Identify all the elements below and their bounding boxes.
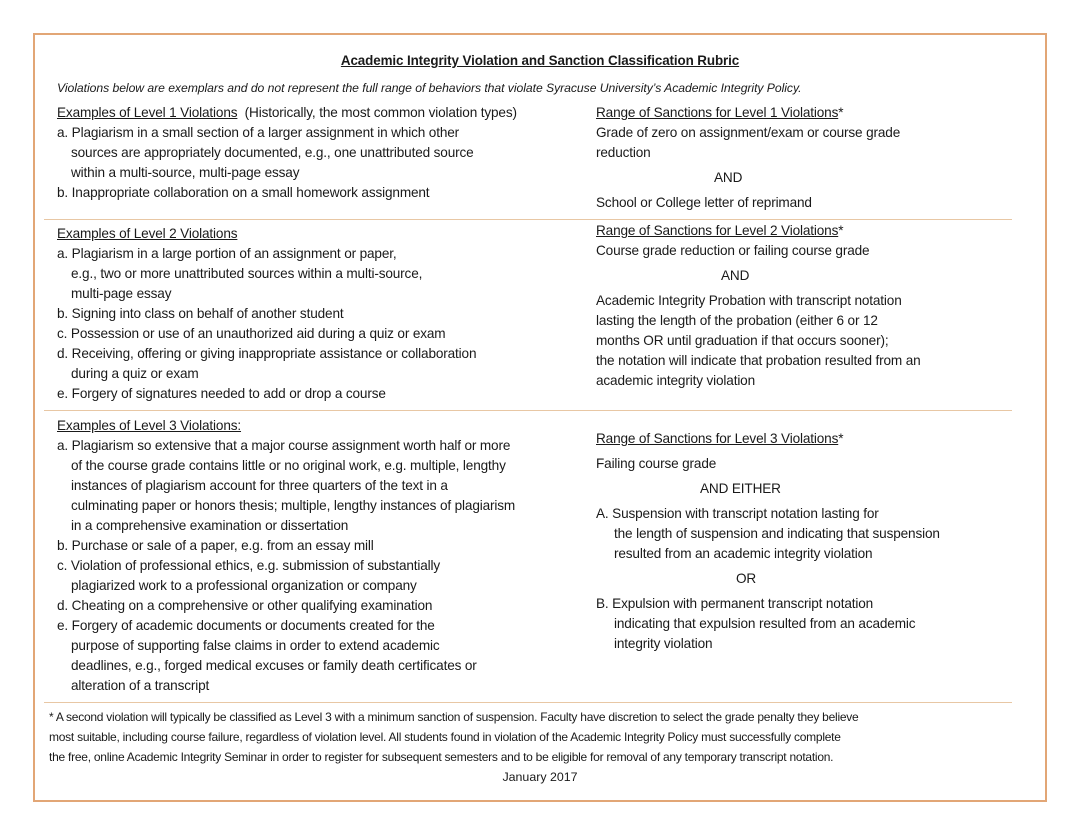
level1-sanctions-heading: Range of Sanctions for Level 1 Violations: [596, 105, 839, 120]
list-item: a. Plagiarism in a large portion of an assignment or paper,: [57, 246, 397, 261]
level2-violations: [57, 224, 597, 404]
level1-sanctions: [596, 103, 1016, 213]
footnote-line: most suitable, including course failure, regardless of violation level. All students found in violation of the Academic Integrity Policy must successfully complete: [49, 730, 841, 744]
level3-sanctions-heading: Range of Sanctions for Level 3 Violations: [596, 431, 839, 446]
list-item-continuation: sources are appropriately documented, e.g., one unattributed source: [71, 145, 474, 160]
list-item-continuation: within a multi-source, multi-page essay: [71, 165, 300, 180]
sanction-text: Academic Integrity Probation with transcript notation: [596, 293, 902, 308]
list-item: b. Inappropriate collaboration on a small homework assignment: [57, 185, 430, 200]
level1-sanctions-header: [596, 103, 1016, 123]
footnote-line: the free, online Academic Integrity Seminar in order to register for subsequent semesters and to be eligible for removal of any temporary transcript notation.: [49, 750, 834, 764]
footnote: [49, 707, 1034, 767]
disclaimer-text: Violations below are exemplars and do not represent the full range of behaviors that violate Syracuse University’s Academic Integrity Policy.: [57, 81, 802, 95]
document-date: January 2017: [502, 770, 578, 784]
sanction-text: the notation will indicate that probation resulted from an: [596, 353, 921, 368]
asterisk: *: [838, 431, 844, 446]
sanction-option-a-continuation: resulted from an academic integrity violation: [614, 546, 873, 561]
list-item: d. Cheating on a comprehensive or other qualifying examination: [57, 598, 433, 613]
list-item-continuation: deadlines, e.g., forged medical excuses or family death certificates or: [71, 658, 477, 673]
level3-sanctions: [596, 429, 1016, 654]
list-item-continuation: instances of plagiarism account for three quarters of the text in a: [71, 478, 448, 493]
document-title: Academic Integrity Violation and Sanction Classification Rubric: [340, 53, 740, 68]
level3-sanctions-header: [596, 429, 1016, 449]
sanction-option-a: A. Suspension with transcript notation lasting for: [596, 506, 879, 521]
list-item-continuation: during a quiz or exam: [71, 366, 199, 381]
list-item-continuation: culminating paper or honors thesis; multiple, lengthy instances of plagiarism: [71, 498, 516, 513]
level1-violations-header: [57, 103, 597, 123]
list-item-continuation: e.g., two or more unattributed sources within a multi-source,: [71, 266, 423, 281]
asterisk: *: [838, 223, 844, 238]
sanction-option-a-continuation: the length of suspension and indicating that suspension: [614, 526, 940, 541]
list-item: b. Purchase or sale of a paper, e.g. from an essay mill: [57, 538, 374, 553]
sanction-text: School or College letter of reprimand: [596, 195, 812, 210]
sanction-text: lasting the length of the probation (either 6 or 12: [596, 313, 878, 328]
list-item: e. Forgery of academic documents or documents created for the: [57, 618, 435, 633]
level2-sanctions-header: [596, 221, 1016, 241]
sanction-option-b-continuation: integrity violation: [614, 636, 713, 651]
level1-violations-heading: Examples of Level 1 Violations: [57, 105, 238, 120]
sanction-text: Course grade reduction or failing course grade: [596, 243, 870, 258]
divider-level3-footnote: [44, 702, 1012, 703]
list-item: b. Signing into class on behalf of another student: [57, 306, 344, 321]
list-item-continuation: multi-page essay: [71, 286, 172, 301]
asterisk: *: [838, 105, 844, 120]
footnote-line: * A second violation will typically be classified as Level 3 with a minimum sanction of suspension. Faculty have discretion to select the grade penalty they believe: [49, 710, 859, 724]
list-item: e. Forgery of signatures needed to add or drop a course: [57, 386, 386, 401]
level3-violations-heading: Examples of Level 3 Violations:: [57, 418, 242, 433]
list-item: a. Plagiarism so extensive that a major course assignment worth half or more: [57, 438, 511, 453]
level2-sanctions-heading: Range of Sanctions for Level 2 Violations: [596, 223, 839, 238]
list-item: c. Violation of professional ethics, e.g. submission of substantially: [57, 558, 441, 573]
list-item: d. Receiving, offering or giving inappropriate assistance or collaboration: [57, 346, 477, 361]
list-item-continuation: of the course grade contains little or no original work, e.g. multiple, lengthy: [71, 458, 506, 473]
level1-violations: [57, 103, 597, 203]
list-item-continuation: purpose of supporting false claims in order to extend academic: [71, 638, 440, 653]
sanction-text: Failing course grade: [596, 456, 717, 471]
divider-level1-level2: [44, 219, 1012, 220]
sanction-text: Grade of zero on assignment/exam or course grade: [596, 125, 901, 140]
list-item-continuation: plagiarized work to a professional organization or company: [71, 578, 417, 593]
level2-sanctions: [596, 221, 1016, 391]
list-item: a. Plagiarism in a small section of a larger assignment in which other: [57, 125, 460, 140]
sanction-option-b-continuation: indicating that expulsion resulted from an academic: [614, 616, 916, 631]
connector-and: AND: [714, 170, 743, 185]
sanction-option-b: B. Expulsion with permanent transcript notation: [596, 596, 874, 611]
connector-and-either: AND EITHER: [700, 481, 781, 496]
list-item: c. Possession or use of an unauthorized aid during a quiz or exam: [57, 326, 446, 341]
list-item-continuation: alteration of a transcript: [71, 678, 210, 693]
level2-violations-heading: Examples of Level 2 Violations: [57, 226, 238, 241]
connector-or: OR: [736, 571, 757, 586]
connector-and: AND: [721, 268, 750, 283]
sanction-text: reduction: [596, 145, 651, 160]
divider-level2-level3: [44, 410, 1012, 411]
rubric-frame: [33, 33, 1047, 802]
level3-violations: [57, 416, 602, 696]
sanction-text: months OR until graduation if that occurs sooner);: [596, 333, 889, 348]
list-item-continuation: in a comprehensive examination or dissertation: [71, 518, 349, 533]
sanction-text: academic integrity violation: [596, 373, 756, 388]
level1-violations-note: (Historically, the most common violation types): [244, 105, 517, 120]
